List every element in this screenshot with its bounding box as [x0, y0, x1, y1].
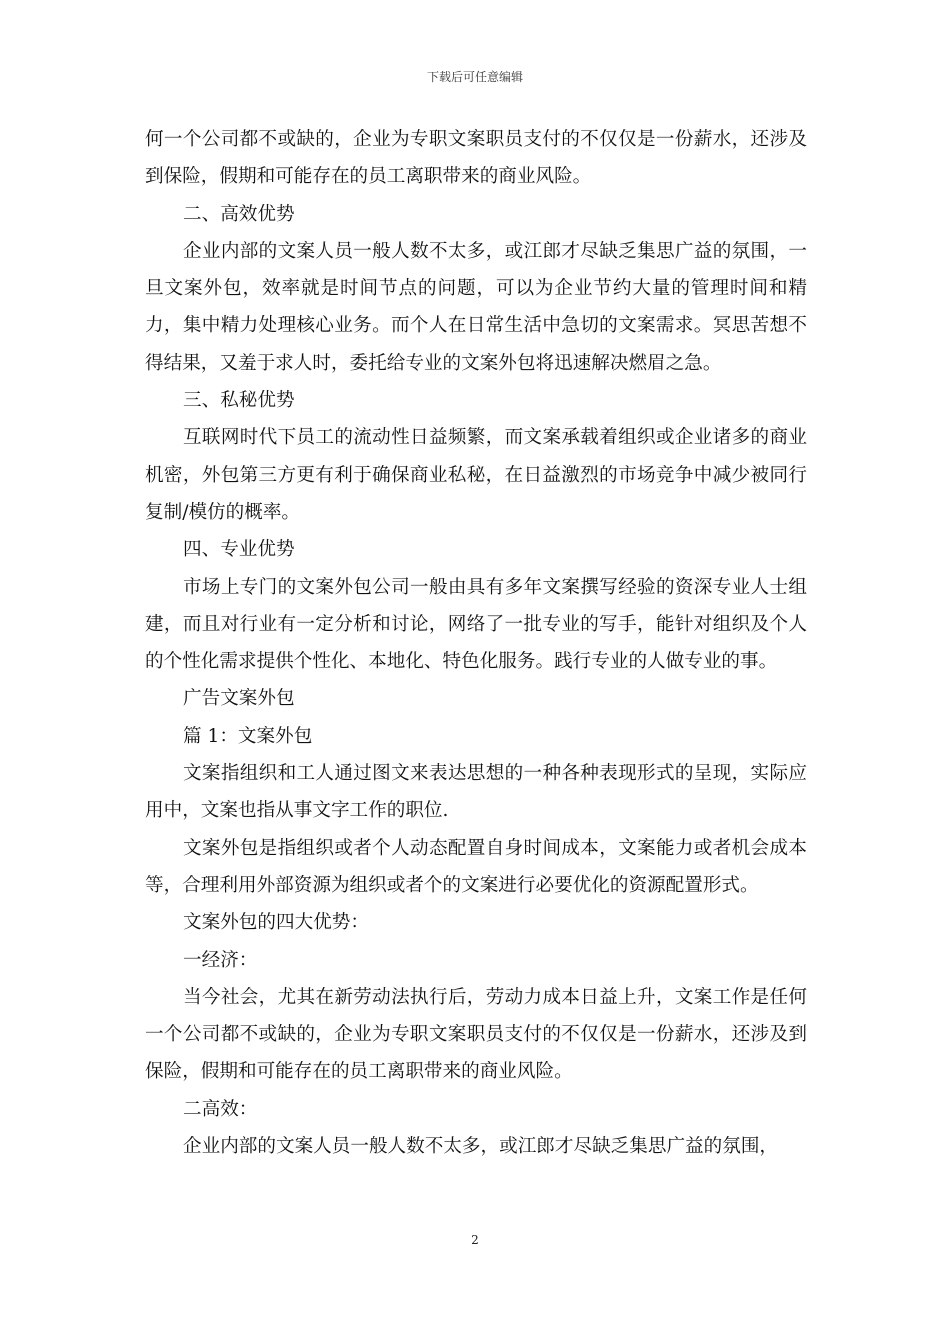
paragraph: 企业内部的文案人员一般人数不太多，或江郎才尽缺乏集思广益的氛围，一旦文案外包，效率就是时间节点的问题，可以为企业节约大量的管理时间和精力，集中精力处理核心业务。而个人在日常生活中急切的文案需求。冥思苦想不得结果，又羞于求人时，委托给专业的文案外包将迅速解决燃眉之急。 [145, 240, 807, 374]
section-heading: 广告文案外包 [183, 688, 295, 710]
section-heading: 二、高效优势 [183, 203, 295, 225]
paragraph: 文案指组织和工人通过图文来表达思想的一种各种表现形式的呈现，实际应用中，文案也指从事文字工作的职位. [145, 763, 807, 822]
section-heading: 四、专业优势 [183, 539, 295, 561]
paragraph: 当今社会，尤其在新劳动法执行后，劳动力成本日益上升，文案工作是任何一个公司都不或缺的，企业为专职文案职员支付的不仅仅是一份薪水，还涉及到保险，假期和可能存在的员工离职带来的商业风险。 [145, 986, 807, 1083]
section-heading: 三、私秘优势 [183, 390, 295, 412]
document-body [145, 121, 807, 1165]
section-heading: 一经济： [183, 949, 258, 971]
paragraph: 市场上专门的文案外包公司一般由具有多年文案撰写经验的资深专业人士组建，而且对行业有一定分析和讨论，网络了一批专业的写手，能针对组织及个人的个性化需求提供个性化、本地化、特色化服务。践行专业的人做专业的事。 [145, 576, 807, 673]
paragraph: 何一个公司都不或缺的，企业为专职文案职员支付的不仅仅是一份薪水，还涉及到保险，假期和可能存在的员工离职带来的商业风险。 [145, 129, 807, 188]
section-heading: 篇 1：文案外包 [183, 725, 313, 747]
paragraph: 互联网时代下员工的流动性日益频繁，而文案承载着组织或企业诸多的商业机密，外包第三方更有利于确保商业私秘，在日益激烈的市场竞争中减少被同行复制/模仿的概率。 [145, 427, 807, 523]
section-heading: 二高效： [183, 1098, 258, 1120]
paragraph: 文案外包是指组织或者个人动态配置自身时间成本，文案能力或者机会成本等，合理利用外部资源为组织或者个的文案进行必要优化的资源配置形式。 [145, 837, 807, 896]
page-header: 下载后可任意编辑 [426, 70, 523, 84]
section-heading: 文案外包的四大优势： [183, 912, 369, 934]
paragraph: 企业内部的文案人员一般人数不太多，或江郎才尽缺乏集思广益的氛围， [183, 1136, 779, 1158]
page-number: 2 [471, 1233, 479, 1247]
